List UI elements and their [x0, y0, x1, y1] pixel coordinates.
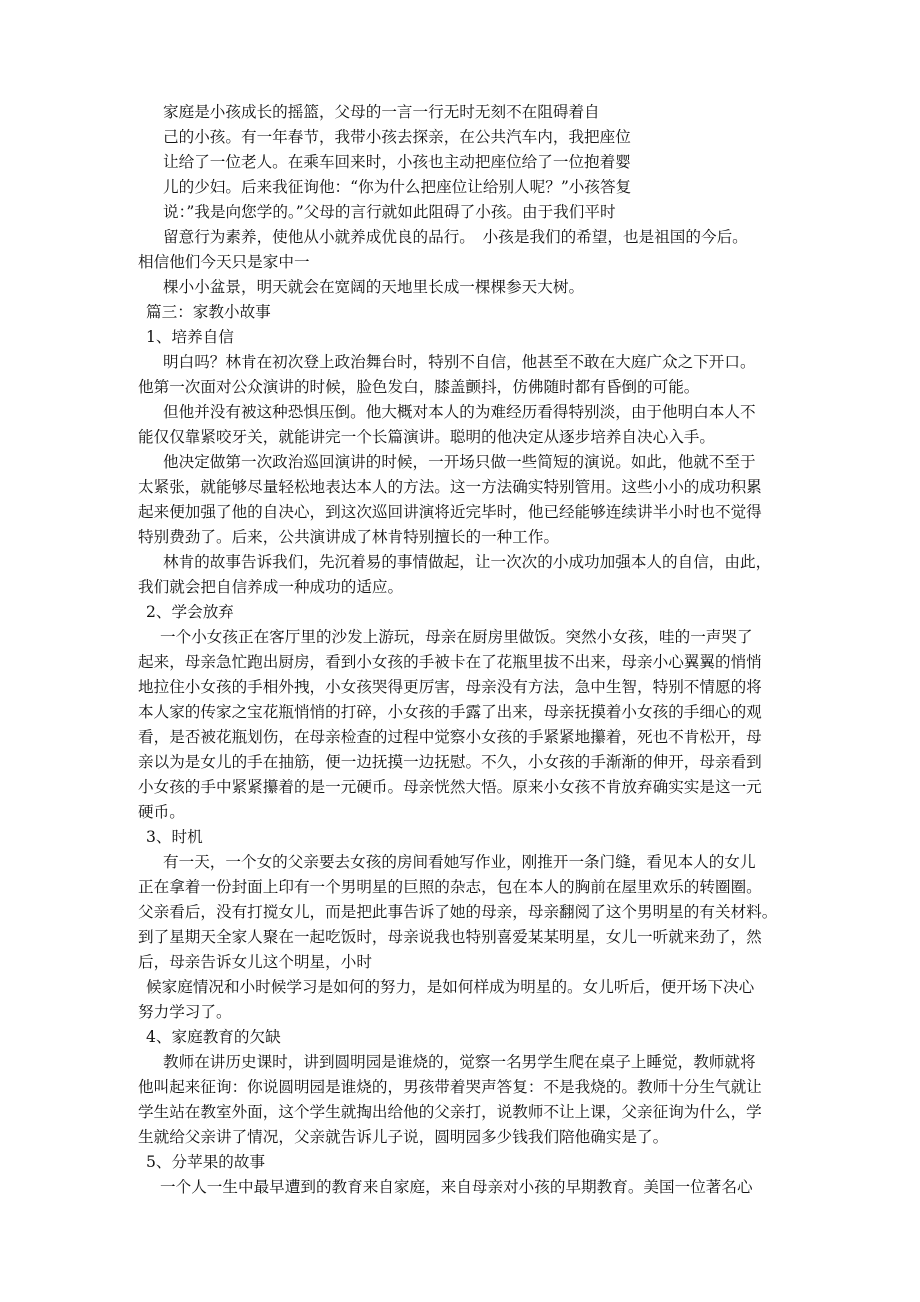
text-line: 一个人一生中最早遭到的教育来自家庭，来自母亲对小孩的早期教育。美国一位著名心 [160, 1178, 753, 1196]
text-line: 家庭是小孩成长的摇篮，父母的一言一行无时无刻不在阻碍着自 [163, 103, 600, 121]
text-line: 看，是否被花瓶划伤，在母亲检查的过程中觉察小女孩的手紧紧地攥着，死也不肯松开，母 [138, 728, 762, 746]
text-line: 留意行为素养，使他从小就养成优良的品行。 小孩是我们的希望，也是祖国的今后。 [163, 228, 748, 246]
text-line: 父亲看后，没有打搅女儿，而是把此事告诉了她的母亲，母亲翻阅了这个男明星的有关材料。 [138, 903, 778, 921]
text-line: 林肯的故事告诉我们，先沉着易的事情做起，让一次次的小成功加强本人的自信，由此， [163, 553, 772, 571]
text-line: 后，母亲告诉女儿这个明星，小时 [138, 953, 372, 971]
text-line: 能仅仅靠紧咬牙关，就能讲完一个长篇演讲。聪明的他决定从逐步培养自决心入手。 [138, 428, 715, 446]
text-line: 正在拿着一份封面上印有一个男明星的巨照的杂志，包在本人的胸前在屋里欢乐的转圈圈。 [138, 878, 762, 896]
text-line: 他决定做第一次政治巡回演讲的时候，一开场只做一些简短的演说。如此，他就不至于 [163, 453, 756, 471]
text-line: 小女孩的手中紧紧攥着的是一元硬币。母亲恍然大悟。原来小女孩不肯放弃确实实是这一元 [138, 778, 762, 796]
text-line: 一个小女孩正在客厅里的沙发上游玩，母亲在厨房里做饭。突然小女孩，哇的一声哭了 [160, 628, 753, 646]
text-line: 己的小孩。有一年春节，我带小孩去探亲，在公共汽车内，我把座位 [163, 128, 631, 146]
text-line: 篇三：家教小故事 [146, 303, 271, 321]
text-line: 起来，母亲急忙跑出厨房，看到小女孩的手被卡在了花瓶里拔不出来，母亲小心翼翼的悄悄 [138, 653, 762, 671]
text-line: 1、培养自信 [146, 328, 234, 346]
text-line: 硬币。 [138, 803, 185, 821]
text-line: 有一天，一个女的父亲要去女孩的房间看她写作业，刚推开一条门缝，看见本人的女儿 [163, 853, 756, 871]
text-line: 我们就会把自信养成一种成功的适应。 [138, 578, 404, 596]
text-line: 棵小小盆景，明天就会在宽阔的天地里长成一棵棵参天大树。 [163, 278, 585, 296]
text-line: 儿的少妇。后来我征询他：“你为什么把座位让给别人呢？”小孩答复 [163, 178, 632, 196]
text-line: 教师在讲历史课时，讲到圆明园是谁烧的，觉察一名男学生爬在桌子上睡觉，教师就将 [163, 1053, 756, 1071]
text-line: 候家庭情况和小时候学习是如何的努力，是如何样成为明星的。女儿听后，便开场下决心 [146, 978, 755, 996]
text-line: 2、学会放弃 [146, 603, 234, 621]
text-line: 但他并没有被这种恐惧压倒。他大概对本人的为难经历看得特别淡，由于他明白本人不 [163, 403, 756, 421]
text-line: 他第一次面对公众演讲的时候，脸色发白，膝盖颤抖，仿佛随时都有昏倒的可能。 [138, 378, 700, 396]
text-line: 到了星期天全家人聚在一起吃饭时，母亲说我也特别喜爱某某明星，女儿一听就来劲了，然 [138, 928, 762, 946]
text-line: 3、时机 [146, 828, 203, 846]
text-line: 说：”我是向您学的。”父母的言行就如此阻碍了小孩。由于我们平时 [163, 203, 616, 221]
text-line: 4、家庭教育的欠缺 [146, 1028, 281, 1046]
text-line: 让给了一位老人。在乘车回来时，小孩也主动把座位给了一位抱着婴 [163, 153, 631, 171]
text-line: 本人家的传家之宝花瓶悄悄的打碎，小女孩的手露了出来，母亲抚摸着小女孩的手细心的观 [138, 703, 762, 721]
text-line: 太紧张，就能够尽量轻松地表达本人的方法。这一方法确实特别管用。这些小小的成功积累 [138, 478, 762, 496]
text-line: 明白吗？林肯在初次登上政治舞台时，特别不自信，他甚至不敢在大庭广众之下开口。 [163, 353, 756, 371]
text-line: 努力学习了。 [138, 1003, 232, 1021]
text-line: 5、分苹果的故事 [146, 1153, 266, 1171]
text-line: 亲以为是女儿的手在抽筋，便一边抚摸一边抚慰。不久，小女孩的手渐渐的伸开，母亲看到 [138, 753, 762, 771]
text-line: 相信他们今天只是家中一 [138, 253, 310, 271]
text-line: 他叫起来征询：你说圆明园是谁烧的，男孩带着哭声答复：不是我烧的。教师十分生气就让 [138, 1078, 762, 1096]
text-line: 生就给父亲讲了情况，父亲就告诉儿子说，圆明园多少钱我们陪他确实是了。 [138, 1128, 669, 1146]
text-line: 学生站在教室外面，这个学生就掏出给他的父亲打，说教师不让上课，父亲征询为什么，学 [138, 1103, 762, 1121]
text-line: 地拉住小女孩的手相外拽，小女孩哭得更厉害，母亲没有方法，急中生智，特别不情愿的将 [138, 678, 762, 696]
text-line: 特别费劲了。后来，公共演讲成了林肯特别擅长的一种工作。 [138, 528, 560, 546]
text-line: 起来便加强了他的自决心，到这次巡回讲演将近完毕时，他已经能够连续讲半小时也不觉得 [138, 503, 762, 521]
